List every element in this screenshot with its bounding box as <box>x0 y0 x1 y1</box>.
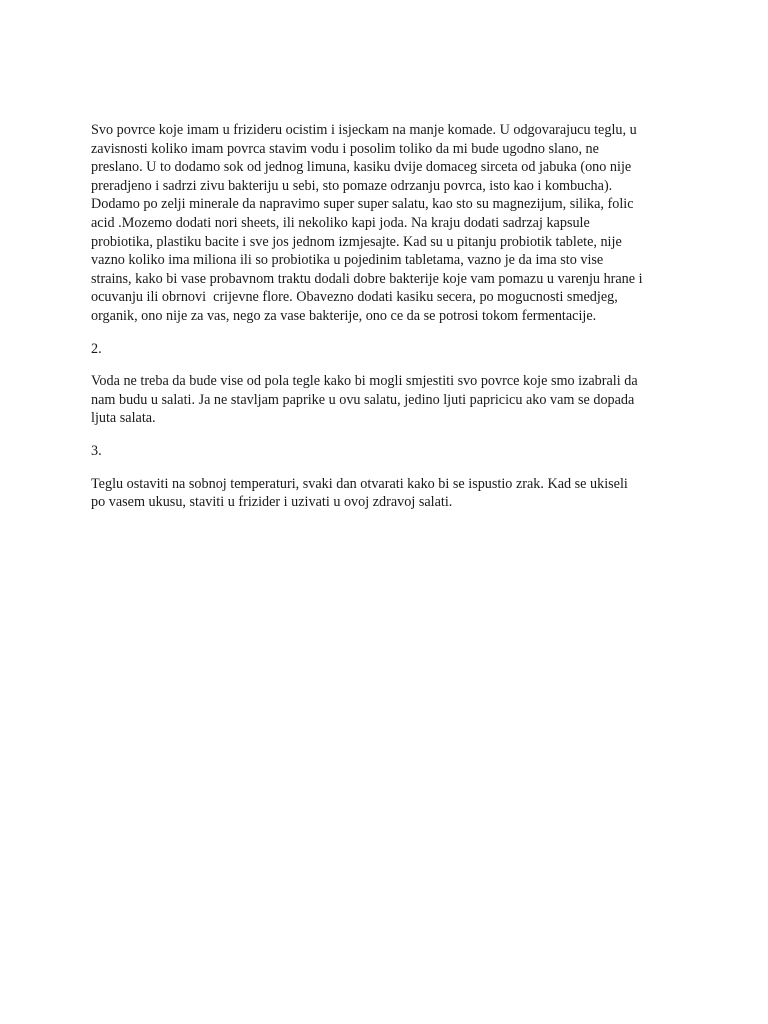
paragraph-2 <box>91 372 707 428</box>
text-line: Teglu ostaviti na sobnoj temperaturi, svaki dan otvarati kako bi se ispustio zrak. Kad se ukiseli <box>91 475 628 492</box>
document-page <box>91 121 707 526</box>
text-line: vazno koliko ima miliona ili so probiotika u pojedinim tabletama, vazno je da ima sto vise <box>91 252 604 269</box>
text-line: organik, ono nije za vas, nego za vase bakterije, ono ce da se potrosi tokom fermentacije. <box>91 307 597 324</box>
paragraph-1 <box>91 121 707 326</box>
paragraph-3 <box>91 475 707 512</box>
text-line: Svo povrce koje imam u frizideru ocistim i isjeckam na manje komade. U odgovarajucu teglu, u <box>91 122 637 138</box>
text-line: probiotika, plastiku bacite i sve jos jednom izmjesajte. Kad su u pitanju probiotik tablete, nije <box>91 233 622 250</box>
text-line: Dodamo po zelji minerale da napravimo super super salatu, kao sto su magnezijum, silika, folic <box>91 196 634 213</box>
text-line: po vasem ukusu, staviti u frizider i uzivati u ovoj zdravoj salati. <box>91 494 453 511</box>
text-line: ljuta salata. <box>91 410 156 427</box>
text-line: preslano. U to dodamo sok od jednog limuna, kasiku dvije domaceg sirceta od jabuka (ono nije <box>91 159 632 176</box>
text-line: preradjeno i sadrzi zivu bakteriju u sebi, sto pomaze odrzanju povrca, isto kao i kombucha). <box>91 177 613 194</box>
text-line: acid .Mozemo dodati nori sheets, ili nekoliko kapi joda. Na kraju dodati sadrzaj kapsule <box>91 214 590 231</box>
text-line: nam budu u salati. Ja ne stavljam paprike u ovu salatu, jedino ljuti papricicu ako vam se dopada <box>91 391 635 408</box>
section-number-2: 2. <box>91 340 102 357</box>
text-line: strains, kako bi vase probavnom traktu dodali dobre bakterije koje vam pomazu u varenju hrane i <box>91 270 643 287</box>
text-line: zavisnosti koliko imam povrca stavim vodu i posolim toliko da mi bude ugodno slano, ne <box>91 140 599 157</box>
text-line: ocuvanju ili obrnovi crijevne flore. Obavezno dodati kasiku secera, po mogucnosti smedjeg, <box>91 289 618 306</box>
text-line: Voda ne treba da bude vise od pola tegle kako bi mogli smjestiti svo povrce koje smo izabrali da <box>91 373 638 390</box>
section-number-3: 3. <box>91 442 102 459</box>
